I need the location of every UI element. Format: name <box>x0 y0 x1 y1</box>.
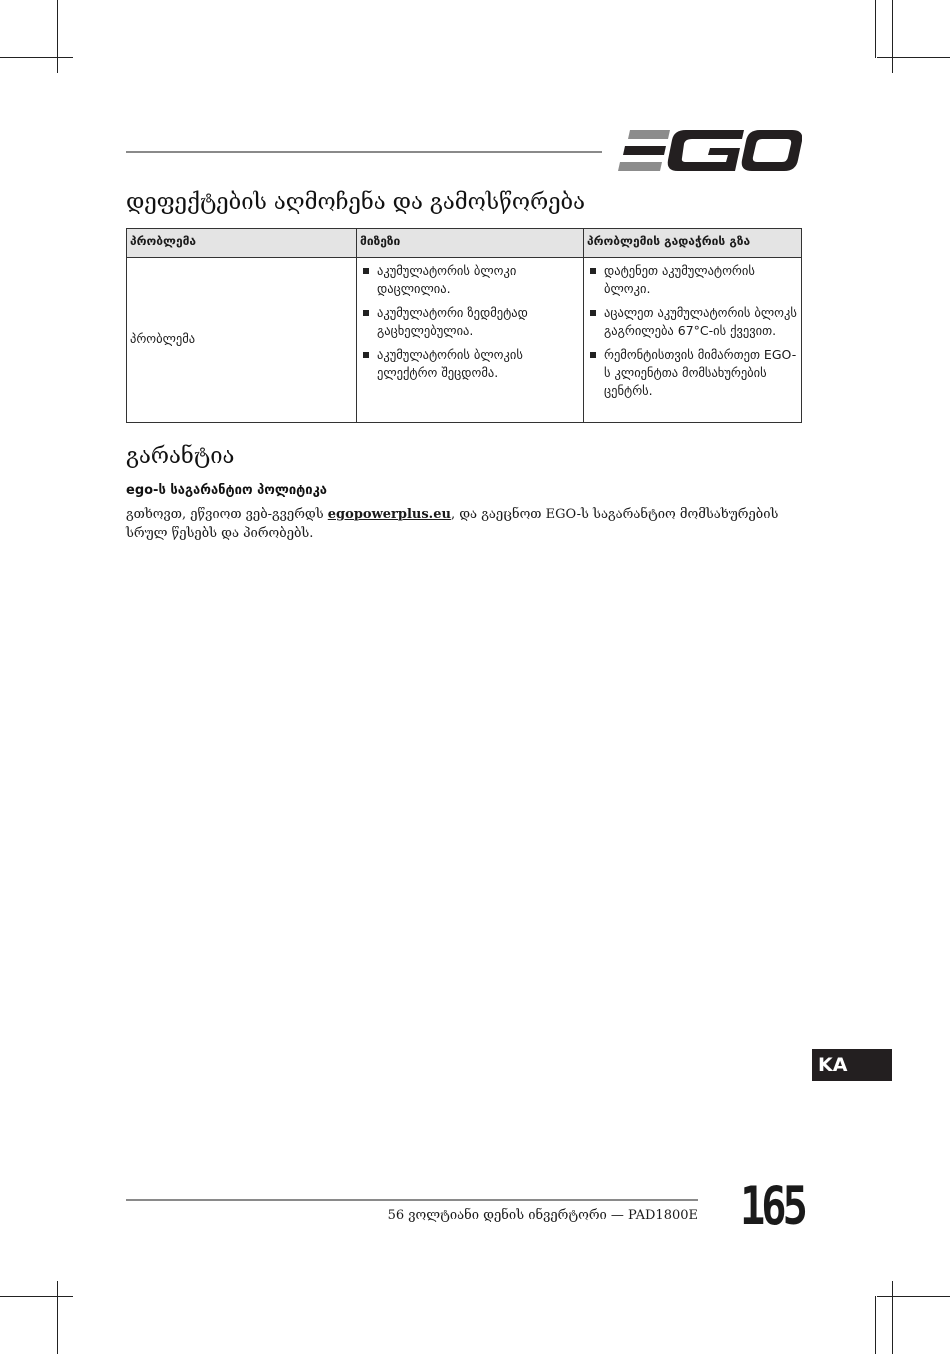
cause-cell <box>357 258 584 423</box>
crop-mark <box>0 1296 73 1297</box>
crop-mark <box>892 1281 893 1354</box>
header-rule <box>126 151 602 153</box>
language-tab: KA <box>812 1049 892 1081</box>
list-item: დატენეთ აკუმულატორის ბლოკი. <box>588 262 797 298</box>
troubleshooting-title: დეფექტების აღმოჩენა და გამოსწორება <box>126 190 586 215</box>
warranty-text-before: გთხოვთ, ეწვიოთ ვებ-გვერდს <box>126 507 328 522</box>
ego-logo <box>616 128 802 174</box>
list-item: აცალეთ აკუმულატორის ბლოკს გაგრილება 67°C-ის ქვევით. <box>588 304 797 340</box>
problem-cell: პრობლემა <box>127 258 357 423</box>
list-item: რემონტისთვის მიმართეთ EGO-ს კლიენტთა მომსახურების ცენტრს. <box>588 346 797 400</box>
list-item: აკუმულატორის ბლოკი დაცლილია. <box>361 262 579 298</box>
footer-product-name: 56 ვოლტიანი დენის ინვერტორი — PAD1800E <box>387 1208 698 1223</box>
crop-mark <box>57 1281 58 1354</box>
crop-mark <box>57 0 58 73</box>
column-header-cause: მიზეზი <box>357 229 584 258</box>
solution-cell <box>584 258 802 423</box>
crop-mark <box>0 57 73 58</box>
solution-list <box>588 262 797 400</box>
page-number: 165 <box>740 1175 804 1237</box>
crop-mark <box>875 0 876 58</box>
warranty-text-after: , და გაეცნოთ EGO-ს საგარანტიო მომსახურების სრულ წესებს და პირობებს. <box>126 507 779 541</box>
crop-mark <box>877 57 950 58</box>
warranty-link[interactable]: egopowerplus.eu <box>327 507 451 522</box>
footer-rule <box>126 1199 698 1201</box>
table-row <box>127 258 802 423</box>
crop-mark <box>875 1296 876 1354</box>
table-header-row <box>127 229 802 258</box>
column-header-solution: პრობლემის გადაჭრის გზა <box>584 229 802 258</box>
troubleshooting-table <box>126 228 802 423</box>
column-header-problem: პრობლემა <box>127 229 357 258</box>
warranty-paragraph <box>126 505 801 543</box>
crop-mark <box>892 0 893 73</box>
cause-list <box>361 262 579 382</box>
list-item: აკუმულატორი ზედმეტად გაცხელებულია. <box>361 304 579 340</box>
list-item: აკუმულატორის ბლოკის ელექტრო შეცდომა. <box>361 346 579 382</box>
warranty-title: გარანტია <box>126 444 235 469</box>
warranty-subtitle: ego-ს საგარანტიო პოლიტიკა <box>126 483 327 498</box>
crop-mark <box>877 1296 950 1297</box>
